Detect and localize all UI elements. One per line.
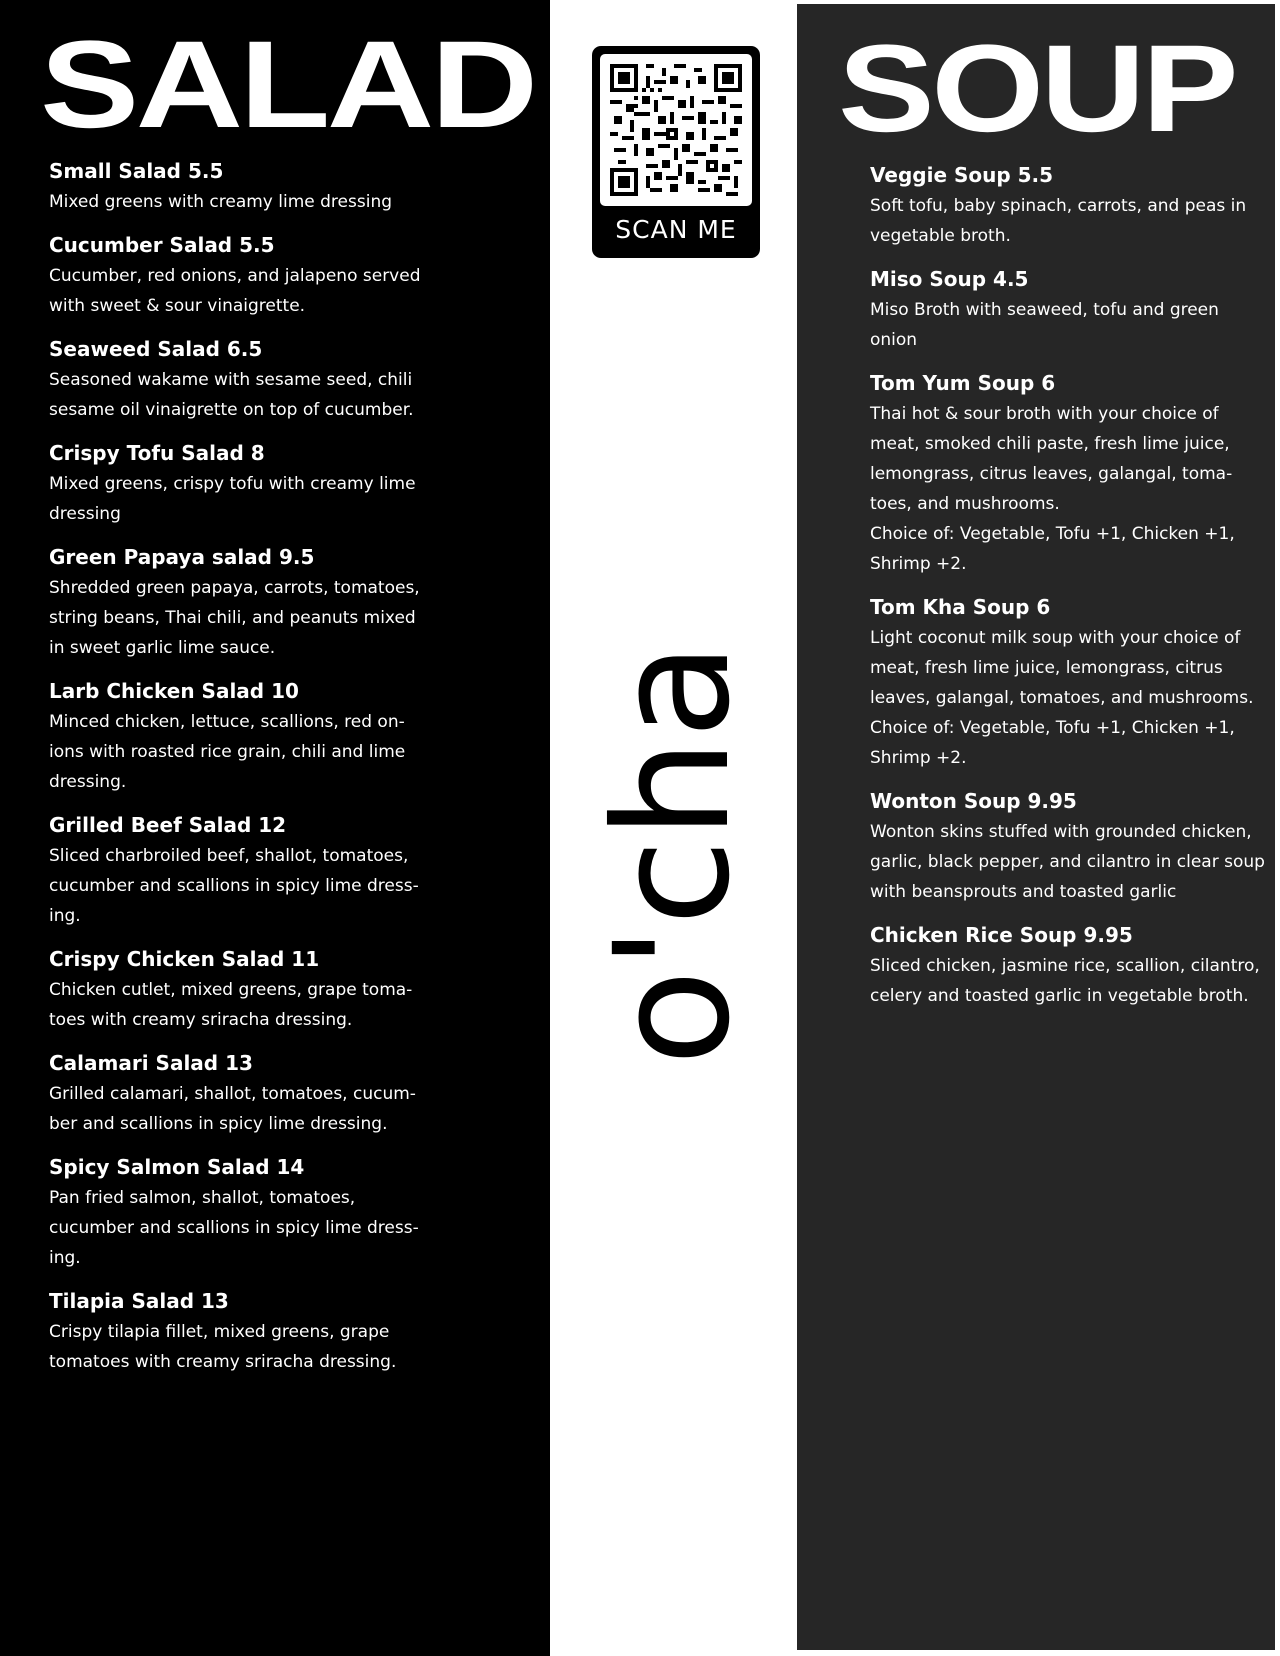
menu-item-desc: Soft tofu, baby spinach, carrots, and peas in vegetable broth. (870, 196, 1247, 246)
menu-item-title: Tom Kha Soup 6 (870, 595, 1051, 619)
menu-item-desc: Sliced charbroiled beef, shallot, tomatoes, cucumber and scallions in spicy lime dressing. (49, 846, 419, 926)
menu-item-desc: Chicken cutlet, mixed greens, grape tomatoes with creamy sriracha dressing. (49, 980, 413, 1030)
menu-item-title: Seaweed Salad 6.5 (49, 337, 263, 361)
menu-item-spicy-salmon-salad (49, 1151, 429, 1273)
menu-item-title: Tom Yum Soup 6 (870, 371, 1056, 395)
soup-items (870, 159, 1265, 1023)
menu-item-title: Veggie Soup 5.5 (870, 163, 1054, 187)
menu-item-crispy-chicken-salad (49, 943, 429, 1035)
menu-item-grilled-beef-salad (49, 809, 429, 931)
menu-item-larb-chicken-salad (49, 675, 429, 797)
brand-column (550, 4, 797, 1650)
menu-item-choice: Choice of: Vegetable, Tofu +1, Chicken +1, Shrimp +2. (870, 524, 1235, 574)
menu-item-desc: Cucumber, red onions, and jalapeno served with sweet & sour vinaigrette. (49, 266, 421, 316)
brand-logo-text: o'cha (581, 642, 765, 1066)
menu-item-desc: Thai hot & sour broth with your choice of meat, smoked chili paste, fresh lime juice, lemongrass, citrus leaves, galangal, tomatoes, and mushrooms. (870, 404, 1233, 514)
menu-item-seaweed-salad (49, 333, 429, 425)
menu-item-title: Chicken Rice Soup 9.95 (870, 923, 1133, 947)
menu-item-desc: Minced chicken, lettuce, scallions, red onions with roasted rice grain, chili and lime dressing. (49, 712, 406, 792)
menu-item-tom-yum-soup (870, 367, 1265, 579)
menu-item-desc: Mixed greens with creamy lime dressing (49, 192, 393, 212)
menu-item-desc: Shredded green papaya, carrots, tomatoes, string beans, Thai chili, and peanuts mixed in sweet garlic lime sauce. (49, 578, 420, 658)
menu-item-chicken-rice-soup (870, 919, 1265, 1011)
menu-item-miso-soup (870, 263, 1265, 355)
menu-item-title: Larb Chicken Salad 10 (49, 679, 299, 703)
salad-heading: SALAD (40, 16, 535, 154)
menu-item-wonton-soup (870, 785, 1265, 907)
salad-column (0, 0, 550, 1656)
menu-item-tom-kha-soup (870, 591, 1265, 773)
menu-item-title: Miso Soup 4.5 (870, 267, 1029, 291)
menu-item-title: Crispy Chicken Salad 11 (49, 947, 320, 971)
menu-item-title: Crispy Tofu Salad 8 (49, 441, 265, 465)
menu-item-desc: Sliced chicken, jasmine rice, scallion, cilantro, celery and toasted garlic in vegetable broth. (870, 956, 1260, 1006)
menu-item-title: Tilapia Salad 13 (49, 1289, 229, 1313)
salad-items (49, 155, 429, 1389)
qr-code-matrix (600, 54, 752, 206)
menu-item-green-papaya-salad (49, 541, 429, 663)
menu-item-choice: Choice of: Vegetable, Tofu +1, Chicken +1, Shrimp +2. (870, 718, 1235, 768)
menu-item-veggie-soup (870, 159, 1265, 251)
menu-item-crispy-tofu-salad (49, 437, 429, 529)
menu-item-desc: Pan fried salmon, shallot, tomatoes, cucumber and scallions in spicy lime dressing. (49, 1188, 419, 1268)
menu-item-desc: Miso Broth with seaweed, tofu and green onion (870, 300, 1219, 350)
menu-item-desc: Grilled calamari, shallot, tomatoes, cucumber and scallions in spicy lime dressing. (49, 1084, 416, 1134)
menu-item-desc: Crispy tilapia fillet, mixed greens, grape tomatoes with creamy sriracha dressing. (49, 1322, 397, 1372)
menu-item-title: Spicy Salmon Salad 14 (49, 1155, 305, 1179)
soup-heading: SOUP (838, 20, 1236, 158)
menu-item-title: Cucumber Salad 5.5 (49, 233, 275, 257)
menu-item-small-salad (49, 155, 429, 217)
menu-item-desc: Mixed greens, crispy tofu with creamy lime dressing (49, 474, 416, 524)
qr-code[interactable] (592, 46, 760, 258)
menu-item-desc: Light coconut milk soup with your choice of meat, fresh lime juice, lemongrass, citrus leaves, galangal, tomatoes, and mushrooms. (870, 628, 1254, 708)
menu-item-desc: Seasoned wakame with sesame seed, chili sesame oil vinaigrette on top of cucumber. (49, 370, 414, 420)
qr-code-icon (610, 64, 742, 196)
menu-item-cucumber-salad (49, 229, 429, 321)
menu-item-title: Calamari Salad 13 (49, 1051, 253, 1075)
menu-item-title: Grilled Beef Salad 12 (49, 813, 287, 837)
menu-item-desc: Wonton skins stuffed with grounded chicken, garlic, black pepper, and cilantro in clear soup with beansprouts and toasted garlic (870, 822, 1265, 902)
menu-item-title: Wonton Soup 9.95 (870, 789, 1077, 813)
menu-item-title: Green Papaya salad 9.5 (49, 545, 315, 569)
soup-column (797, 4, 1275, 1650)
scan-me-label: SCAN ME (615, 215, 737, 244)
menu-item-title: Small Salad 5.5 (49, 159, 224, 183)
menu-item-tilapia-salad (49, 1285, 429, 1377)
menu-item-calamari-salad (49, 1047, 429, 1139)
